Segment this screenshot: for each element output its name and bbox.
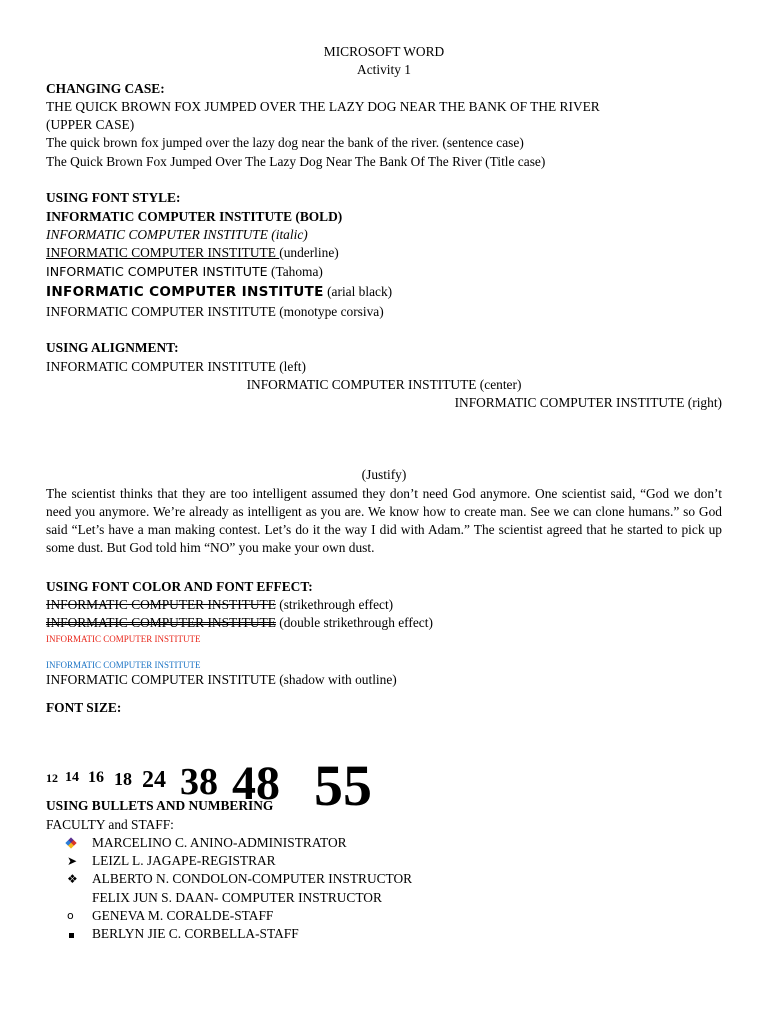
align-center-sample: INFORMATIC COMPUTER INSTITUTE (center) xyxy=(246,377,522,393)
align-left-sample: INFORMATIC COMPUTER INSTITUTE (left) xyxy=(46,358,306,374)
list-item-text: FELIX JUN S. DAAN- COMPUTER INSTRUCTOR xyxy=(92,889,382,905)
corsiva-sample: INFORMATIC COMPUTER INSTITUTE (monotype corsiva) xyxy=(46,303,384,319)
italic-sample: INFORMATIC COMPUTER INSTITUTE (italic) xyxy=(46,226,308,242)
circle-bullet-icon: o xyxy=(67,908,74,922)
size-12: 12 xyxy=(46,770,58,785)
justify-label: (Justify) xyxy=(361,467,407,483)
bullets-heading: USING BULLETS AND NUMBERING xyxy=(46,798,274,814)
document-title: MICROSOFT WORD xyxy=(323,44,445,59)
tahoma-text: INFORMATIC COMPUTER INSTITUTE xyxy=(46,263,268,279)
document-subtitle: Activity 1 xyxy=(357,62,411,78)
list-item-text: LEIZL L. JAGAPE-REGISTRAR xyxy=(92,853,276,869)
double-strikethrough-sample xyxy=(46,614,722,632)
list-item xyxy=(67,889,722,907)
bold-sample: INFORMATIC COMPUTER INSTITUTE (BOLD) xyxy=(46,208,343,224)
dstrike-note: (double strikethrough effect) xyxy=(275,615,433,631)
font-color-heading: USING FONT COLOR AND FONT EFFECT: xyxy=(46,578,313,594)
arial-black-text: INFORMATIC COMPUTER INSTITUTE xyxy=(46,283,324,300)
color-diamond-icon xyxy=(67,834,87,852)
list-item xyxy=(67,852,722,870)
shadow-outline-sample: INFORMATIC COMPUTER INSTITUTE (shadow with outline) xyxy=(46,671,397,687)
square-bullet-icon xyxy=(67,925,87,943)
sentence-case-line: The quick brown fox jumped over the lazy dog near the bank of the river. (sentence case) xyxy=(46,135,524,151)
underline-note: (underline) xyxy=(279,245,339,261)
list-item xyxy=(67,870,722,888)
font-size-heading: FONT SIZE: xyxy=(46,699,122,715)
justify-paragraph: The scientist thinks that they are too intelligent assumed they don’t need God anymore. One scientist said, “God we don’t need you anymore. We’re already as intelligent as you are. We know how to create man. See we can clone humans.” so God said “Let’s have a man making contest. Let’s do it the way I did with Adam.” The scientist agreed that he started to pick up some dust. But God told him “NO” you make your own dust. xyxy=(46,485,722,556)
list-item-text: BERLYN JIE C. CORBELLA-STAFF xyxy=(92,926,299,942)
title-case-line: The Quick Brown Fox Jumped Over The Lazy Dog Near The Bank Of The River (Title case) xyxy=(46,153,546,169)
font-style-heading: USING FONT STYLE: xyxy=(46,190,181,206)
size-55: 55 xyxy=(314,752,372,818)
strikethrough-sample xyxy=(46,596,722,614)
size-24: 24 xyxy=(142,766,166,793)
arial-black-note: (arial black) xyxy=(323,283,393,299)
strike-text: INFORMATIC COMPUTER INSTITUTE xyxy=(46,597,276,613)
list-item xyxy=(67,834,722,852)
alignment-heading: USING ALIGNMENT: xyxy=(46,340,179,356)
underline-sample xyxy=(46,244,722,262)
dstrike-text: INFORMATIC COMPUTER INSTITUTE xyxy=(46,615,276,631)
size-48: 48 xyxy=(232,756,280,810)
tahoma-sample xyxy=(46,263,722,281)
upper-case-note: (UPPER CASE) xyxy=(46,117,135,133)
blue-small-sample: INFORMATIC COMPUTER INSTITUTE xyxy=(46,659,201,670)
list-item xyxy=(67,925,722,943)
diamond-bullet-icon: ❖ xyxy=(67,872,78,887)
list-item-text: GENEVA M. CORALDE-STAFF xyxy=(92,907,274,923)
strike-note: (strikethrough effect) xyxy=(275,597,394,613)
size-14: 14 xyxy=(65,769,79,785)
red-small-sample: INFORMATIC COMPUTER INSTITUTE xyxy=(46,633,201,644)
align-right-sample: INFORMATIC COMPUTER INSTITUTE (right) xyxy=(454,395,722,411)
faculty-staff-label: FACULTY and STAFF: xyxy=(46,816,174,832)
list-item xyxy=(67,907,722,925)
size-16: 16 xyxy=(88,768,104,786)
size-38: 38 xyxy=(180,760,218,803)
tahoma-note: (Tahoma) xyxy=(267,263,323,279)
changing-case-heading: CHANGING CASE: xyxy=(46,80,165,96)
bullet-list xyxy=(67,834,722,944)
size-18: 18 xyxy=(114,768,132,789)
underline-text: INFORMATIC COMPUTER INSTITUTE xyxy=(46,245,280,261)
list-item-text: ALBERTO N. CONDOLON-COMPUTER INSTRUCTOR xyxy=(92,871,413,887)
arrow-bullet-icon: ➤ xyxy=(67,854,78,869)
document-page xyxy=(46,43,722,944)
upper-case-line: THE QUICK BROWN FOX JUMPED OVER THE LAZY DOG NEAR THE BANK OF THE RIVER xyxy=(46,98,600,114)
list-item-text: MARCELINO C. ANINO-ADMINISTRATOR xyxy=(92,834,347,850)
arial-black-sample xyxy=(46,281,722,303)
